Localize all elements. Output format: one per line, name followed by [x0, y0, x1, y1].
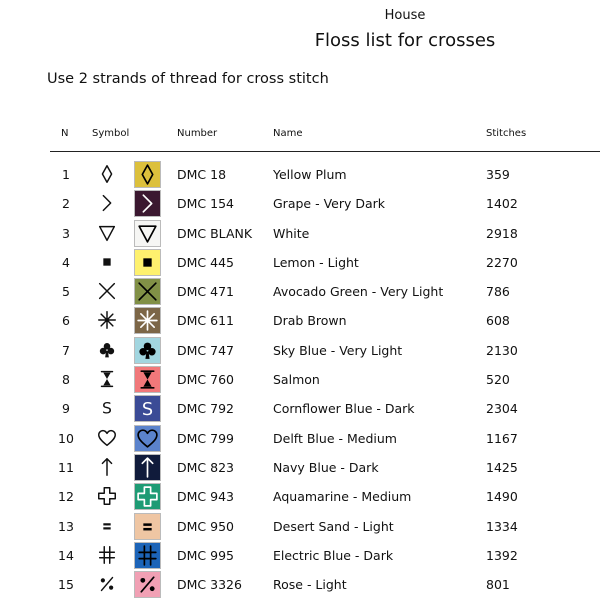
floss-number: DMC 792	[177, 401, 234, 417]
floss-number: DMC 760	[177, 372, 234, 388]
floss-name: Salmon	[273, 372, 320, 388]
table-row	[0, 189, 600, 218]
chevron-right-icon	[96, 192, 118, 214]
color-swatch	[134, 161, 161, 188]
table-row	[0, 570, 600, 599]
row-number: 7	[62, 342, 70, 358]
floss-name: Aquamarine - Medium	[273, 489, 412, 505]
color-swatch	[134, 483, 161, 510]
floss-number: DMC 3326	[177, 577, 242, 593]
floss-number: DMC 611	[177, 313, 234, 329]
stitch-count: 801	[486, 577, 510, 593]
table-row	[0, 453, 600, 482]
floss-name: Lemon - Light	[273, 254, 359, 270]
row-number: 12	[58, 489, 74, 505]
color-swatch	[134, 425, 161, 452]
table-row	[0, 394, 600, 423]
diamond-outline-swatch-icon	[135, 162, 160, 187]
stitch-count: 1334	[486, 518, 518, 534]
floss-name: Desert Sand - Light	[273, 518, 394, 534]
chevron-right-swatch-icon	[135, 191, 160, 216]
percent-swatch-icon	[135, 572, 160, 597]
row-number: 13	[58, 518, 74, 534]
asterisk-icon	[96, 309, 118, 331]
square-filled-swatch-icon	[135, 250, 160, 275]
table-row	[0, 336, 600, 365]
floss-number: DMC 154	[177, 196, 234, 212]
color-swatch	[134, 513, 161, 540]
row-number: 6	[62, 313, 70, 329]
color-swatch	[134, 542, 161, 569]
stitch-count: 2918	[486, 225, 518, 241]
column-header-n: N	[61, 128, 69, 139]
triangle-down-outline-icon	[96, 222, 118, 244]
floss-number: DMC 18	[177, 167, 227, 182]
square-filled-icon	[96, 251, 118, 273]
stitch-count: 2130	[486, 342, 518, 358]
color-swatch	[134, 395, 161, 422]
diamond-outline-icon	[96, 163, 118, 185]
floss-number: DMC 799	[177, 430, 234, 446]
color-swatch	[134, 307, 161, 334]
floss-number: DMC 950	[177, 518, 234, 534]
stitch-count: 359	[486, 167, 510, 182]
table-row	[0, 160, 600, 189]
hourglass-icon	[96, 368, 118, 390]
hash-swatch-icon	[135, 543, 160, 568]
table-row	[0, 424, 600, 453]
svg-text:S: S	[102, 399, 112, 418]
arrow-up-swatch-icon	[135, 455, 160, 480]
hash-icon	[96, 544, 118, 566]
row-number: 1	[62, 167, 70, 182]
floss-name: Sky Blue - Very Light	[273, 342, 403, 358]
arrow-up-icon	[96, 456, 118, 478]
row-number: 5	[62, 284, 70, 300]
table-row	[0, 277, 600, 306]
table-row	[0, 306, 600, 335]
color-swatch	[134, 366, 161, 393]
row-number: 11	[58, 459, 74, 475]
floss-name: Avocado Green - Very Light	[273, 284, 444, 300]
percent-icon	[96, 573, 118, 595]
document-header-title: House	[384, 8, 426, 23]
equals-swatch-icon	[135, 514, 160, 539]
table-row	[0, 541, 600, 570]
plus-outline-swatch-icon	[135, 484, 160, 509]
column-header-symbol: Symbol	[92, 128, 130, 139]
svg-text:S: S	[141, 400, 154, 421]
column-header-name: Name	[273, 128, 303, 139]
letter-s-swatch-icon	[135, 396, 160, 421]
floss-name: Delft Blue - Medium	[273, 430, 397, 446]
x-cross-swatch-icon	[135, 279, 160, 304]
color-swatch	[134, 454, 161, 481]
floss-table-body	[0, 160, 600, 599]
floss-number: DMC 995	[177, 547, 234, 563]
color-swatch	[134, 190, 161, 217]
table-row	[0, 365, 600, 394]
stitch-count: 2304	[486, 401, 518, 417]
row-number: 4	[62, 254, 70, 270]
floss-number: DMC BLANK	[177, 225, 253, 241]
heart-outline-swatch-icon	[135, 426, 160, 451]
color-swatch	[134, 278, 161, 305]
hourglass-swatch-icon	[135, 367, 160, 392]
table-header	[0, 128, 600, 142]
column-header-number: Number	[177, 128, 218, 139]
color-swatch	[134, 571, 161, 598]
stitch-count: 520	[486, 372, 510, 388]
x-cross-icon	[96, 280, 118, 302]
floss-name: Electric Blue - Dark	[273, 547, 394, 563]
floss-name: Navy Blue - Dark	[273, 459, 379, 475]
floss-name: Grape - Very Dark	[273, 196, 386, 212]
row-number: 14	[58, 547, 74, 563]
floss-number: DMC 471	[177, 284, 234, 300]
table-row	[0, 512, 600, 541]
color-swatch	[134, 337, 161, 364]
stitch-count: 786	[486, 284, 510, 300]
row-number: 2	[62, 196, 70, 212]
stitch-count: 1392	[486, 547, 518, 563]
column-header-stitches: Stitches	[486, 128, 527, 139]
floss-name: Drab Brown	[273, 313, 347, 329]
floss-name: Yellow Plum	[273, 167, 347, 182]
floss-name: White	[273, 225, 310, 241]
letter-s-icon	[96, 397, 118, 419]
table-row	[0, 482, 600, 511]
row-number: 9	[62, 401, 70, 417]
plus-outline-icon	[96, 485, 118, 507]
row-number: 15	[58, 577, 74, 593]
triangle-down-outline-swatch-icon	[135, 221, 160, 246]
document-title: Floss list for crosses	[314, 30, 496, 51]
stitch-count: 2270	[486, 254, 518, 270]
floss-name: Cornflower Blue - Dark	[273, 401, 415, 417]
floss-name: Rose - Light	[273, 577, 347, 593]
floss-number: DMC 445	[177, 254, 234, 270]
equals-icon	[96, 515, 118, 537]
stitch-count: 1167	[486, 430, 518, 446]
table-row	[0, 219, 600, 248]
club-swatch-icon	[135, 338, 160, 363]
club-icon	[96, 339, 118, 361]
color-swatch	[134, 220, 161, 247]
stitch-count: 1402	[486, 196, 518, 212]
table-row	[0, 248, 600, 277]
row-number: 8	[62, 372, 70, 388]
stitch-count: 1490	[486, 489, 518, 505]
row-number: 3	[62, 225, 70, 241]
floss-number: DMC 823	[177, 459, 234, 475]
row-number: 10	[58, 430, 74, 446]
floss-number: DMC 747	[177, 342, 234, 358]
heart-outline-icon	[96, 427, 118, 449]
floss-number: DMC 943	[177, 489, 234, 505]
asterisk-swatch-icon	[135, 308, 160, 333]
instruction-text: Use 2 strands of thread for cross stitch	[47, 71, 329, 87]
stitch-count: 1425	[486, 459, 518, 475]
stitch-count: 608	[486, 313, 510, 329]
header-divider	[50, 151, 600, 152]
color-swatch	[134, 249, 161, 276]
